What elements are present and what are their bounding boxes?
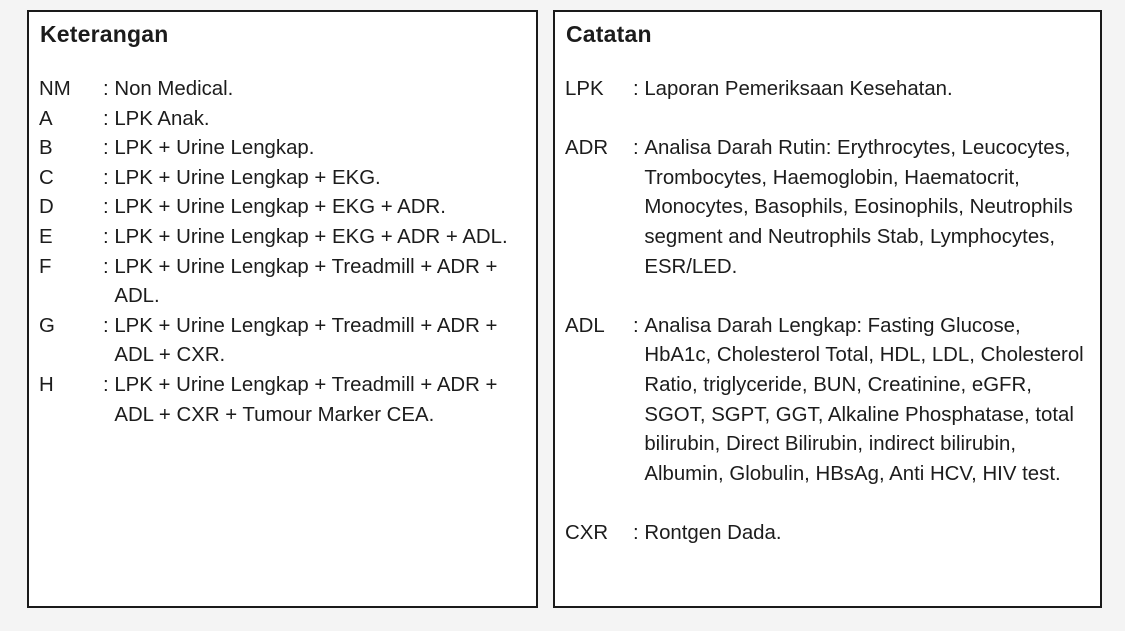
catatan-title: Catatan — [566, 21, 652, 47]
item-description — [103, 312, 528, 371]
item-code: H — [39, 373, 54, 396]
item-description-text: LPK + Urine Lengkap. — [114, 137, 315, 160]
item-separator: : — [633, 521, 645, 544]
item-description — [103, 253, 528, 312]
item-description-text: LPK + Urine Lengkap + Treadmill + ADR + ADL + CXR. — [114, 314, 498, 367]
item-separator: : — [633, 314, 645, 337]
keterangan-item-e — [39, 223, 528, 253]
keterangan-item-c — [39, 164, 528, 194]
item-code: C — [39, 166, 54, 189]
item-description-text: LPK + Urine Lengkap + Treadmill + ADR + ADL + CXR + Tumour Marker CEA. — [114, 373, 498, 426]
catatan-item-lpk — [565, 75, 1092, 105]
keterangan-title: Keterangan — [40, 21, 169, 47]
keterangan-panel — [27, 10, 538, 608]
item-code: F — [39, 255, 52, 278]
item-description-text: Rontgen Dada. — [644, 521, 782, 544]
item-description-text: Laporan Pemeriksaan Kesehatan. — [644, 78, 953, 100]
item-separator: : — [103, 78, 115, 100]
keterangan-item-h — [39, 371, 528, 430]
item-separator: : — [103, 373, 115, 396]
catatan-item-adl — [565, 312, 1092, 490]
item-code: B — [39, 137, 53, 160]
item-description — [633, 134, 1092, 282]
item-code: G — [39, 314, 55, 337]
item-separator: : — [103, 314, 115, 337]
item-code: NM — [39, 78, 71, 100]
catatan-list — [565, 75, 1092, 549]
item-description — [633, 312, 1092, 490]
item-separator: : — [103, 107, 115, 130]
keterangan-item-nm — [39, 75, 528, 105]
item-description — [103, 371, 528, 430]
item-code: CXR — [565, 521, 609, 544]
item-separator: : — [103, 196, 115, 219]
item-separator: : — [633, 137, 645, 160]
item-description-text: LPK + Urine Lengkap + EKG + ADR + ADL. — [114, 225, 508, 248]
keterangan-list — [39, 75, 528, 430]
item-description — [633, 519, 1092, 549]
keterangan-item-g — [39, 312, 528, 371]
item-description — [633, 75, 1092, 105]
item-separator: : — [103, 137, 115, 160]
keterangan-item-f — [39, 253, 528, 312]
item-description — [103, 75, 528, 105]
item-separator: : — [103, 225, 115, 248]
item-description-text: Non Medical. — [114, 78, 234, 100]
item-description — [103, 164, 528, 194]
item-code: LPK — [565, 78, 604, 100]
catatan-panel — [553, 10, 1102, 608]
item-description — [103, 105, 528, 135]
item-description — [103, 193, 528, 223]
item-description-text: LPK + Urine Lengkap + EKG + ADR. — [114, 196, 446, 219]
item-description-text: Analisa Darah Lengkap: Fasting Glucose, HbA1c, Cholesterol Total, HDL, LDL, Cholesterol Ratio, triglyceride, BUN, Creatinine, eGFR, SGOT, SGPT, GGT, Alkaline Phosphatase, total bilirubin, Direct Bilirubin, indirect bilirubin, Albumin, Globulin, HBsAg, Anti HCV, HIV test. — [644, 314, 1084, 485]
item-description-text: LPK Anak. — [114, 107, 210, 130]
keterangan-item-d — [39, 193, 528, 223]
item-code: A — [39, 107, 53, 130]
item-code: D — [39, 196, 54, 219]
item-description — [103, 223, 528, 253]
item-separator: : — [103, 166, 115, 189]
item-description-text: Analisa Darah Rutin: Erythrocytes, Leucocytes, Trombocytes, Haemoglobin, Haematocrit, Monocytes, Basophils, Eosinophils, Neutrophils segment and Neutrophils Stab, Lymphocytes, ESR/LED. — [644, 137, 1073, 278]
item-separator: : — [633, 78, 645, 100]
item-code: E — [39, 225, 53, 248]
keterangan-item-a — [39, 105, 528, 135]
catatan-item-cxr — [565, 519, 1092, 549]
item-description-text: LPK + Urine Lengkap + EKG. — [114, 166, 381, 189]
item-description-text: LPK + Urine Lengkap + Treadmill + ADR + ADL. — [114, 255, 498, 308]
catatan-item-adr — [565, 134, 1092, 282]
keterangan-item-b — [39, 134, 528, 164]
item-code: ADR — [565, 137, 609, 160]
item-separator: : — [103, 255, 115, 278]
item-description — [103, 134, 528, 164]
item-code: ADL — [565, 314, 605, 337]
